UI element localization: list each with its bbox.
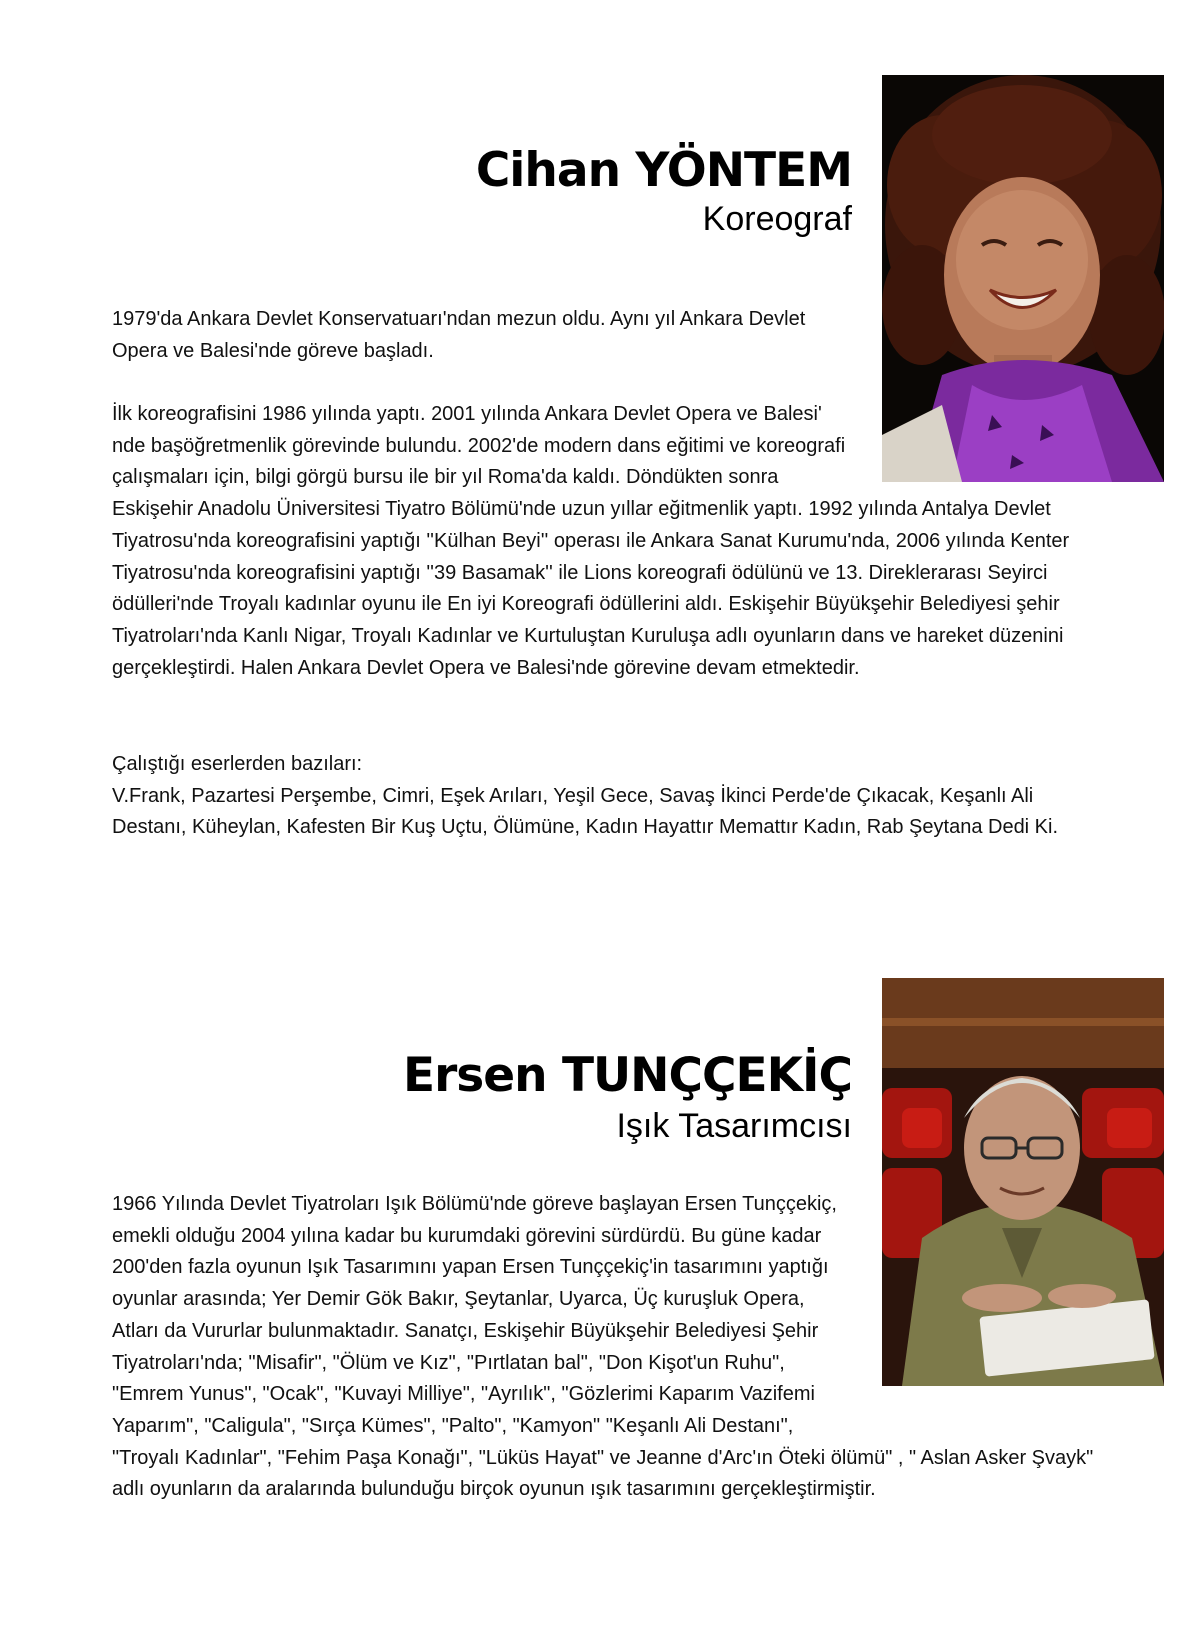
person-name: Cihan YÖNTEM: [475, 143, 852, 198]
bio-paragraph-1: 1979'da Ankara Devlet Konservatuarı'ndan mezun oldu. Aynı yıl Ankara Devlet Opera ve Balesi'nde göreve başladı.: [112, 308, 806, 362]
person-role: Işık Tasarımcısı: [616, 1107, 852, 1145]
photo-wrap-spacer: [855, 1189, 1105, 1442]
person-name: Ersen TUNÇÇEKİÇ: [402, 1048, 852, 1103]
person-role: Koreograf: [702, 200, 852, 238]
bio-paragraph: 1966 Yılında Devlet Tiyatroları Işık Bölümü'nde göreve başlayan Ersen Tunççekiç, emekli olduğu 2004 yılına kadar bu kurumdaki görevini sürdürdü. Bu güne kadar 200'den fazla oyunun Işık Tasarımını yapan Ersen Tunççekiç'in tasarımını yaptığı oyunlar arasında; Yer Demir Gök Bakır, Şeytanlar, Uyarca, Üç kuruşluk Opera, Atları da Vururlar bulunmaktadır. Sanatçı, Eskişehir Büyükşehir Belediyesi Şehir Tiyatroları'nda; "Misafir", "Ölüm ve Kız", "Pırtlatan bal", "Don Kişot'un Ruhu", "Emrem Yunus", "Ocak", "Kuvayi Milliye", "Ayrılık", "Gözlerimi Kaparım Vazifemi Yaparım", "Caligula", "Sırça Kümes", "Palto", "Kamyon" "Keşanlı Ali Destanı", "Troyalı Kadınlar", "Fehim Paşa Konağı", "Lüküs Hayat" ve Jeanne d'Arc'ın Öteki ölümü" , " Aslan Asker Şvayk" adlı oyunların da aralarında bulunduğu birçok oyunun ışık tasarımını gerçekleştirmiştir.: [112, 1193, 1094, 1501]
bio-paragraph-2: İlk koreografisini 1986 yılında yaptı. 2001 yılında Ankara Devlet Opera ve Balesi' nde başöğretmenlik görevinde bulundu. 2002'de modern dans eğitimi ve koreografi çalışmaları için, bilgi görgü bursu ile bir yıl Roma'da kaldı. Döndükten sonra Eskişehir Anadolu Üniversitesi Tiyatro Bölümü'nde uzun yıllar eğitmenlik yaptı. 1992 yılında Antalya Devlet Tiyatrosu'nda koreografisini yaptığı ''Külhan Beyi'' operası ile Ankara Sanat Kurumu'nda, 2006 yılında Kenter Tiyatrosu'nda koreografisini yaptığı ''39 Basamak'' ile Lions koreografi ödülünü ve 13. Direklerarası Seyirci ödülleri'nde Troyalı kadınlar oyunu ile En iyi Koreografi ödüllerini aldı. Eskişehir Büyükşehir Belediyesi şehir Tiyatroları'nda Kanlı Nigar, Troyalı Kadınlar ve Kurtuluştan Kuruluşa adlı oyunların dans ve hareket düzenini gerçekleştirdi. Halen Ankara Devlet Opera ve Balesi'nde görevine devam etmektedir.: [112, 403, 1070, 679]
bio-paragraph-2-block: [112, 399, 1105, 684]
works-list: Çalıştığı eserlerden bazıları: V.Frank, Pazartesi Perşembe, Cimri, Eşek Arıları, Yeşil Gece, Savaş İkinci Perde'de Çıkacak, Keşanlı Ali Destanı, Küheylan, Kafesten Bir Kuş Uçtu, Ölümüne, Kadın Hayattır Memattır Kadın, Rab Şeytana Dedi Ki.: [112, 753, 1059, 839]
bio-paragraph-block: [112, 1189, 1105, 1506]
photo-wrap-spacer: [855, 399, 1105, 485]
